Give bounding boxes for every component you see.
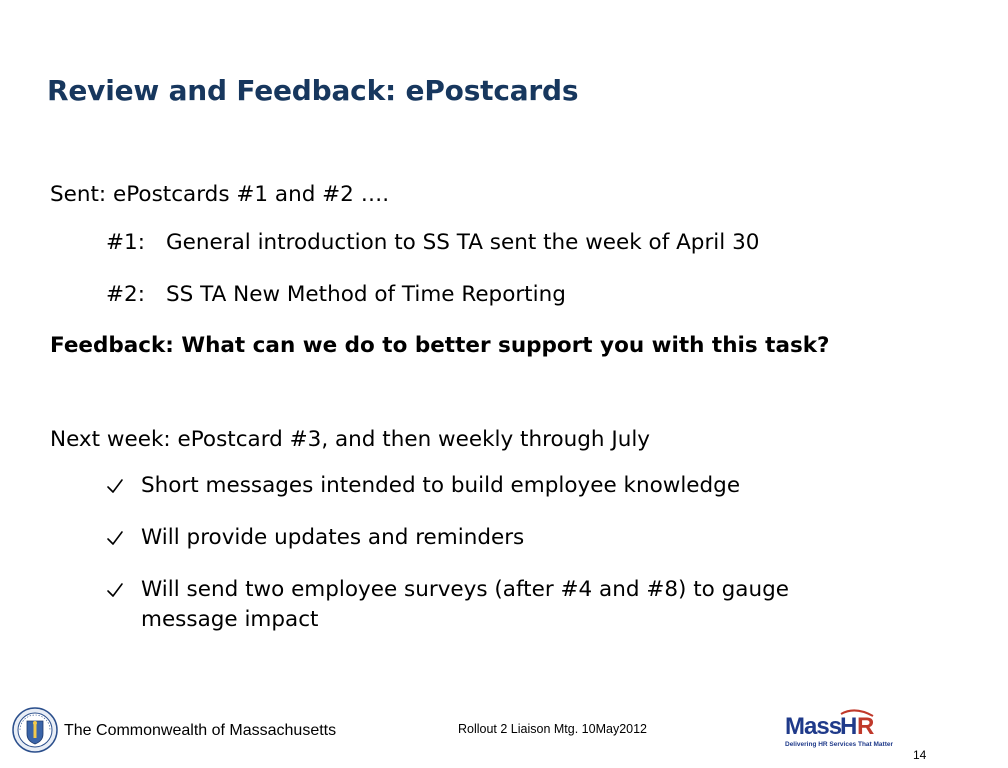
check-list-item-2 (106, 523, 866, 553)
svg-text:H: H (840, 713, 858, 740)
check-mark-icon (106, 581, 124, 599)
commonwealth-seal-icon (12, 707, 58, 753)
footer-meeting-info: Rollout 2 Liaison Mtg. 10May2012 (458, 722, 648, 736)
sent-item-1 (106, 230, 759, 256)
sent-item-2-number: #2: (106, 282, 145, 307)
sent-heading: Sent: ePostcards #1 and #2 …. (50, 182, 390, 207)
feedback-question: Feedback: What can we do to better support you with this task? (50, 333, 830, 358)
svg-text:Mass: Mass (785, 713, 842, 740)
masshr-logo (783, 708, 893, 750)
check-mark-icon (106, 477, 124, 495)
page-number: 14 (913, 748, 927, 762)
check-mark-icon (106, 529, 124, 547)
check-list-item-text: Will send two employee surveys (after #4 and #8) to gauge message impact (141, 577, 789, 633)
footer-organization: The Commonwealth of Massachusetts (64, 722, 337, 739)
svg-text:R: R (857, 713, 875, 740)
check-list-item-text: Will provide updates and reminders (141, 525, 525, 550)
slide-title: Review and Feedback: ePostcards (47, 74, 579, 107)
sent-item-1-number: #1: (106, 230, 145, 255)
check-list-item-3 (106, 575, 866, 635)
sent-item-2 (106, 282, 566, 308)
sent-item-1-text: General introduction to SS TA sent the week of April 30 (166, 230, 760, 255)
sent-item-2-text: SS TA New Method of Time Reporting (166, 282, 566, 307)
next-week-heading: Next week: ePostcard #3, and then weekly through July (50, 427, 651, 452)
svg-text:Delivering HR Services That Ma: Delivering HR Services That Matter (785, 741, 893, 748)
check-list-item-1 (106, 471, 866, 501)
check-list-item-text: Short messages intended to build employee knowledge (141, 473, 741, 498)
